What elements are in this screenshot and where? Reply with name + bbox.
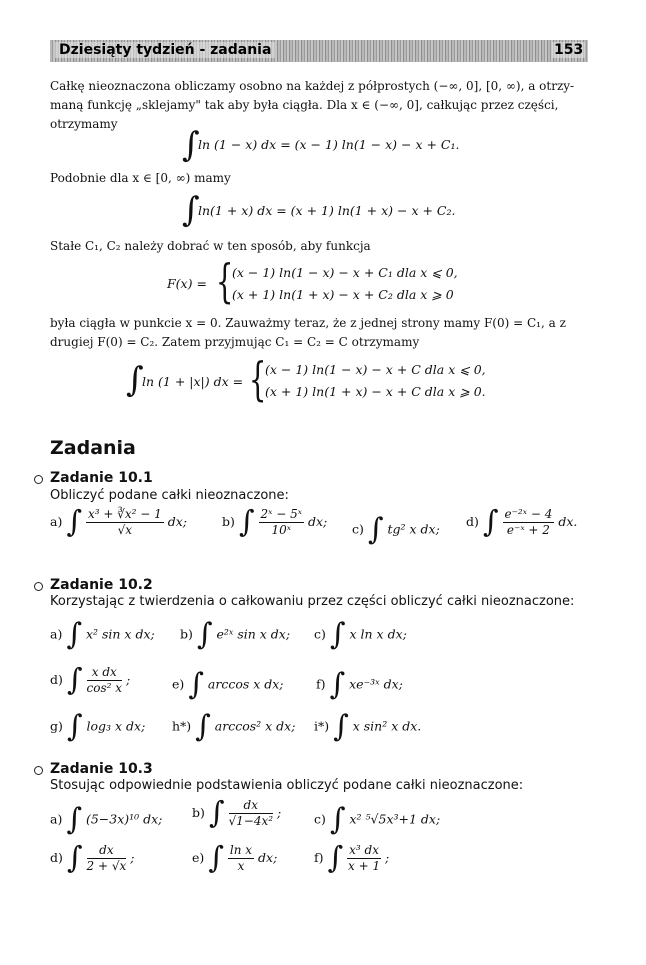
function-F-label: F(x) = bbox=[167, 276, 207, 291]
task-10-2-item-e: e) ∫ arccos x dx; bbox=[172, 667, 284, 702]
task-10-3-item-f: f) ∫ $\frac{\text{x³ dx}}{x + 1}$ ; bbox=[314, 840, 390, 876]
equation-2: ln(1 + x) dx = (x + 1) ln(1 + x) − x + C₂. bbox=[198, 203, 456, 218]
left-brace: { bbox=[248, 352, 267, 406]
task-10-3-item-e: e) ∫ $\frac{\text{ln x}}{x}$ dx; bbox=[192, 840, 278, 876]
result-label: ln (1 + |x|) dx = bbox=[142, 374, 244, 389]
task-10-2-item-a: a) ∫ x² sin x dx; bbox=[50, 617, 155, 652]
task-description-10-1: Obliczyć podane całki nieoznaczone: bbox=[50, 488, 289, 503]
task-10-2-item-c: c) ∫ x ln x dx; bbox=[314, 617, 407, 652]
task-10-3-item-d: d) ∫ $\frac{dx}{2 + √x}$ ; bbox=[50, 840, 135, 876]
task-10-2-item-i: i*) ∫ x sin² x dx. bbox=[314, 709, 422, 744]
intro-line-6: była ciągła w punkcie x = 0. Zauważmy teraz, że z jednej strony mamy F(0) = C₁, a z bbox=[50, 316, 566, 330]
function-F-case-2: (x + 1) ln(1 + x) − x + C₂ dla x ⩾ 0 bbox=[232, 287, 454, 302]
running-header-title: Dziesiąty tydzień - zadania bbox=[55, 42, 275, 58]
task-10-1-item-c: c) ∫ tg² x dx; bbox=[352, 512, 440, 547]
function-F-case-1: (x − 1) ln(1 − x) − x + C₁ dla x ⩽ 0, bbox=[232, 265, 458, 280]
task-description-10-2: Korzystając z twierdzenia o całkowaniu przez części obliczyć całki nieoznaczone: bbox=[50, 594, 575, 609]
task-bullet-icon bbox=[34, 582, 43, 591]
task-10-2-item-d: d) ∫ $\frac{\text{x dx}}{\text{cos² x}}$ ; bbox=[50, 662, 131, 698]
intro-line-2: maną funkcję „sklejamy" tak aby była ciągła. Dla x ∈ (−∞, 0], całkując przez części, bbox=[50, 98, 559, 112]
intro-line-1: Całkę nieoznaczona obliczamy osobno na każdej z półprostych (−∞, 0], [0, ∞), a otrzy- bbox=[50, 79, 575, 93]
integral-sign: ∫ bbox=[126, 360, 144, 400]
task-title-10-1: Zadanie 10.1 bbox=[50, 470, 153, 486]
task-title-10-3: Zadanie 10.3 bbox=[50, 761, 153, 777]
task-10-3-item-a: a) ∫ (5−3x)¹⁰ dx; bbox=[50, 802, 163, 837]
intro-line-5: Stałe C₁, C₂ należy dobrać w ten sposób, aby funkcja bbox=[50, 239, 371, 253]
task-description-10-3: Stosując odpowiednie podstawienia obliczyć podane całki nieoznaczone: bbox=[50, 778, 524, 793]
task-10-2-item-h: h*) ∫ arccos² x dx; bbox=[172, 709, 296, 744]
result-case-1: (x − 1) ln(1 − x) − x + C dla x ⩽ 0, bbox=[265, 362, 486, 377]
result-case-2: (x + 1) ln(1 + x) − x + C dla x ⩾ 0. bbox=[265, 384, 486, 399]
task-10-2-item-f: f) ∫ xe⁻³ˣ dx; bbox=[316, 667, 403, 702]
section-title: Zadania bbox=[50, 437, 136, 459]
task-10-1-item-d: d) ∫ $\frac{\text{e⁻²ˣ − 4}}{\text{e⁻ˣ + 2}}$ dx. bbox=[466, 504, 578, 540]
task-title-10-2: Zadanie 10.2 bbox=[50, 577, 153, 593]
intro-line-3: otrzymamy bbox=[50, 117, 118, 131]
left-brace: { bbox=[215, 254, 234, 308]
intro-line-7: drugiej F(0) = C₂. Zatem przyjmując C₁ = C₂ = C otrzymamy bbox=[50, 335, 420, 349]
task-10-3-item-b: b) ∫ $\frac{dx}{\text{√1−4x²}}$ ; bbox=[192, 795, 282, 831]
intro-line-4: Podobnie dla x ∈ [0, ∞) mamy bbox=[50, 171, 231, 185]
task-10-1-item-a: a) ∫ $\frac{\text{x³ + ∛x² − 1}}{√x}$ dx; bbox=[50, 504, 188, 540]
task-10-2-item-g: g) ∫ log₃ x dx; bbox=[50, 709, 146, 744]
task-bullet-icon bbox=[34, 766, 43, 775]
task-bullet-icon bbox=[34, 475, 43, 484]
integral-sign: ∫ bbox=[182, 190, 200, 230]
equation-1: ln (1 − x) dx = (x − 1) ln(1 − x) − x + C₁. bbox=[198, 137, 460, 152]
page-number: 153 bbox=[554, 42, 584, 58]
task-10-1-item-b: b) ∫ $\frac{\text{2ˣ − 5ˣ}}{\text{10ˣ}}$ dx; bbox=[222, 504, 328, 540]
task-10-2-item-b: b) ∫ e²ˣ sin x dx; bbox=[180, 617, 291, 652]
integral-sign: ∫ bbox=[182, 125, 200, 165]
task-10-3-item-c: c) ∫ x² ⁵√5x³+1 dx; bbox=[314, 802, 441, 837]
